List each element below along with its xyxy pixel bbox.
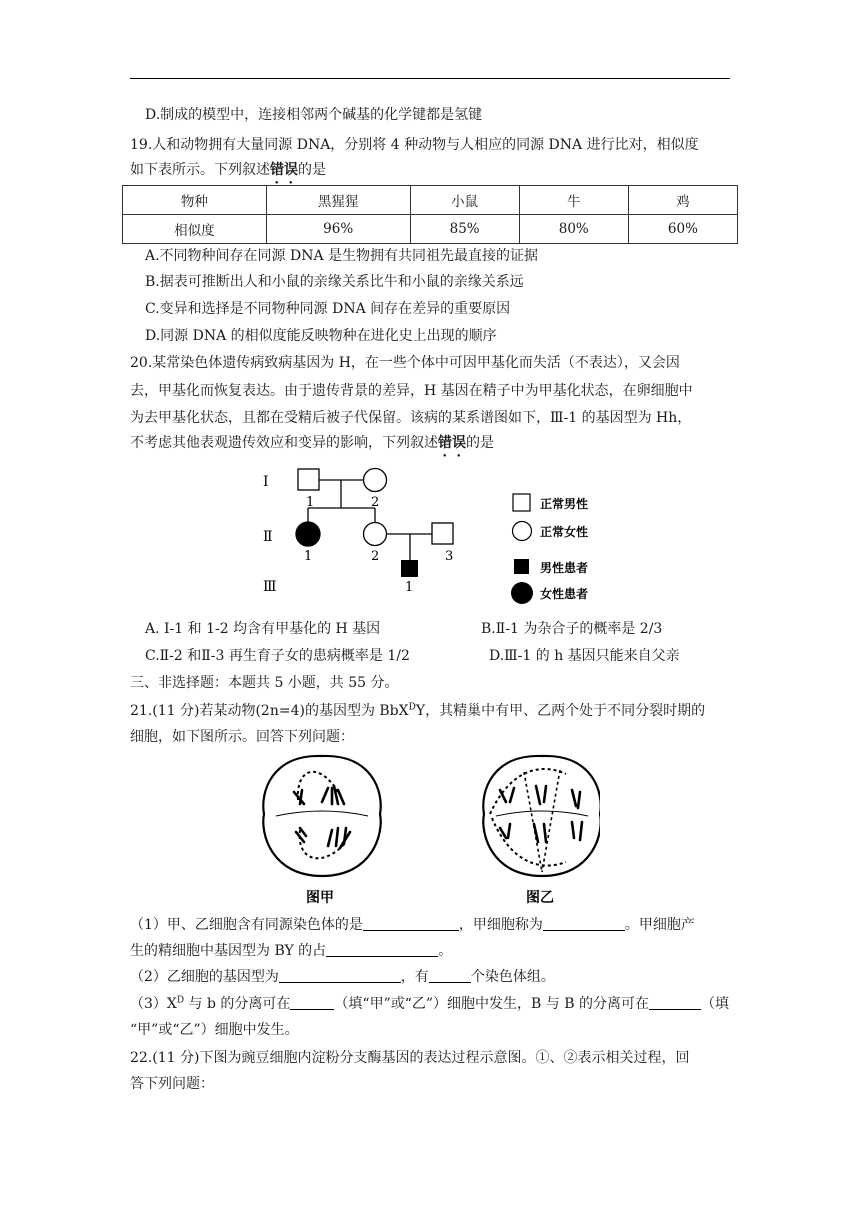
emphasis-wrong: 错误 [270,162,298,178]
answer-blank[interactable] [429,967,471,983]
table-cell: 60% [628,215,737,244]
q21-part2: （2）乙细胞的基因型为 ，有 个染色体组。 [130,969,555,985]
q20-option-d: D.Ⅲ-1 的 h 基因只能来自父亲 [489,648,680,664]
answer-blank[interactable] [363,915,459,931]
q19-option-b: B.据表可推断出人和小鼠的亲缘关系比牛和小鼠的亲缘关系远 [145,274,524,290]
q19-option-c: C.变异和选择是不同物种同源 DNA 间存在差异的重要原因 [145,301,511,317]
pedigree-chart [255,460,475,600]
q21-part1-line2: 生的精细胞中基因型为 BY 的占 。 [130,943,453,959]
q20-option-a: A. Ⅰ-1 和 1-2 均含有甲基化的 H 基因 [145,621,381,637]
emphasis-wrong: 错误 [438,435,466,451]
q22-stem-line2: 答下列问题： [130,1076,214,1092]
legend-normal-male-icon [513,494,530,511]
q20-stem-line2: 去，甲基化而恢复表达。由于遗传背景的差异，H 基因在精子中为甲基化状态，在卵细胞中 [130,383,693,399]
answer-blank[interactable] [543,915,625,931]
q21-stem-line2: 细胞，如下图所示。回答下列问题： [130,729,354,745]
table-cell: 牛 [519,186,628,215]
table-cell: 85% [410,215,519,244]
answer-blank[interactable] [649,994,701,1010]
q18-option-d: D.制成的模型中，连接相邻两个碱基的化学键都是氢键 [145,107,483,123]
answer-blank[interactable] [279,967,401,983]
header-rule [130,78,730,79]
legend-label: 正常女性 [540,525,589,539]
q21-stem-line1: 21.(11 分)若某动物(2n=4)的基因型为 BbX$^D$Y，其精巢中有甲、乙两个处于不同分裂时期的 [130,702,706,719]
legend-affected-female-icon [511,582,533,604]
q21-part3-line1: $(3)X^D$ 与 b 的分离可在 （填“甲”或“乙”）细胞中发生，B 与 B 的分离可在 （填 [130,995,729,1012]
generation-label-ii: Ⅱ [263,529,273,545]
table-cell: 80% [519,215,628,244]
q20-option-b: B.Ⅱ-1 为杂合子的概率是 2/3 [481,621,663,637]
table-cell: 相似度 [123,215,267,244]
table-cell: 96% [266,215,410,244]
q19-option-d: D.同源 DNA 的相似度能反映物种在进化史上出现的顺序 [145,328,497,344]
q19-stem-line1: 19.人和动物拥有大量同源 DNA，分别将 4 种动物与人相应的同源 DNA 进行比对，相似度 [130,137,699,153]
q22-stem-line1: 22.(11 分)下图为豌豆细胞内淀粉分支酶基因的表达过程示意图。①、②表示相关过程，回 [130,1050,690,1066]
generation-label-iii: Ⅲ [263,579,277,595]
generation-label-i: Ⅰ [263,474,269,490]
caption-figure-yi: 图乙 [526,890,554,906]
answer-blank[interactable] [326,941,438,957]
table-cell: 小鼠 [410,186,519,215]
legend-affected-male-icon [514,559,529,574]
ii2-label: 2 [371,549,380,564]
table-row [123,215,738,244]
legend-normal-female-icon [513,522,532,541]
cell-yi [483,756,600,876]
q21-part3-line2: “甲”或“乙”）细胞中发生。 [130,1022,299,1038]
ii1-affected-female [296,522,320,546]
cell-division-figure [260,752,600,912]
ii1-label: 1 [304,549,313,564]
q20-stem-line1: 20.某常染色体遗传病致病基因为 H，在一些个体中可因甲基化而失活（不表达），又会因 [130,355,680,371]
cell-jia [263,756,380,876]
q21-part1-line1: （1）甲、乙细胞含有同源染色体的是 ，甲细胞称为 。甲细胞产 [130,917,695,933]
iii1-label: 1 [405,580,414,595]
section-three-heading: 三、非选择题：本题共 5 小题，共 55 分。 [130,675,399,691]
table-cell: 鸡 [628,186,737,215]
legend-label: 男性患者 [540,561,589,575]
answer-blank[interactable] [290,994,334,1010]
legend-label: 女性患者 [540,587,589,601]
q19-option-a: A.不同物种间存在同源 DNA 是生物拥有共同祖先最直接的证据 [145,248,539,264]
table-header-row [123,186,738,215]
ii3-label: 3 [445,549,454,564]
legend-label: 正常男性 [540,497,589,511]
iii1-affected-male [401,560,418,577]
ii3-normal-male [432,523,453,544]
caption-figure-jia: 图甲 [306,890,334,906]
table-cell: 物种 [123,186,267,215]
q20-stem-line4: 不考虑其他表观遗传效应和变异的影响，下列叙述错误的是 [130,435,494,451]
similarity-table [122,185,738,244]
q19-stem-line2: 如下表所示。下列叙述错误的是 [130,162,326,178]
i2-label: 2 [371,495,380,510]
i1-label: 1 [306,495,315,510]
pedigree-legend [510,490,620,610]
i2-normal-female [364,469,387,492]
table-cell: 黑猩猩 [266,186,410,215]
q20-stem-line3: 为去甲基化状态，且都在受精后被子代保留。该病的某系谱图如下，Ⅲ-1 的基因型为 Hh， [130,410,692,426]
q20-option-c: C.Ⅱ-2 和Ⅱ-3 再生育子女的患病概率是 1/2 [145,648,410,664]
ii2-normal-female [364,523,387,546]
i1-normal-male [298,469,319,490]
